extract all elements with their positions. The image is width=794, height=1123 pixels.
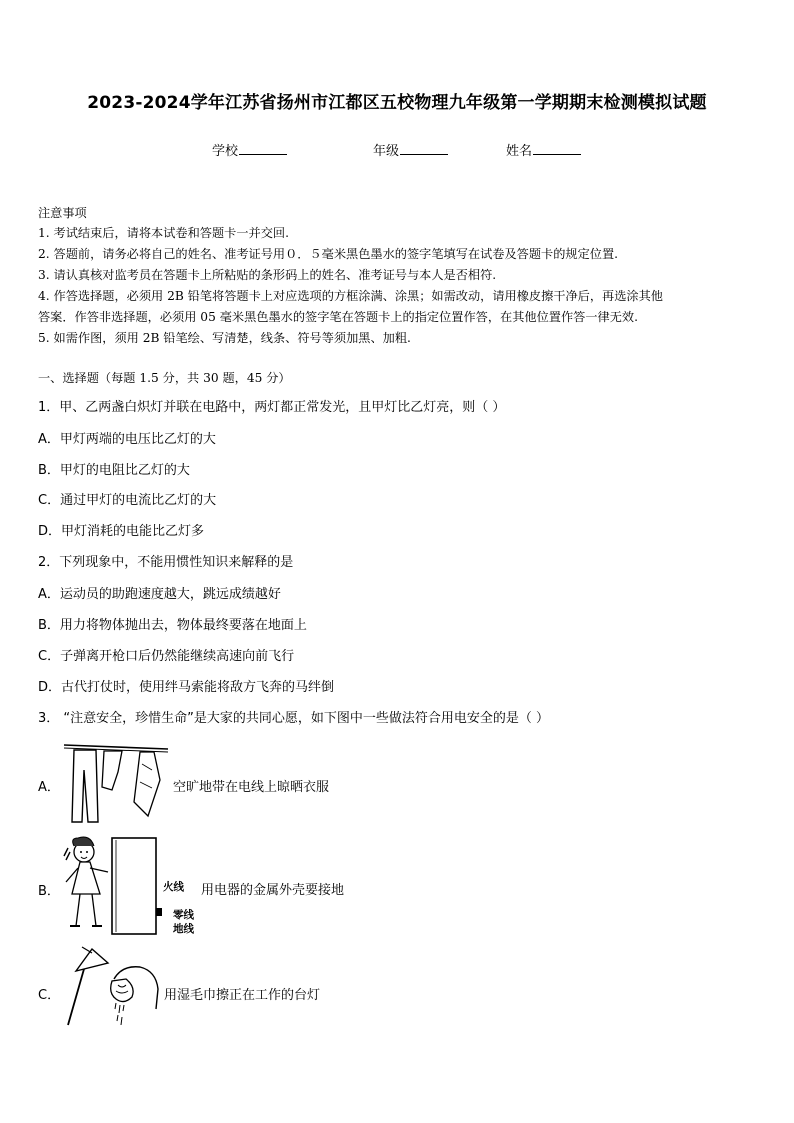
school-label: 学校 xyxy=(212,144,239,159)
note-item: 4. 作答选择题，必须用 2B 铅笔将答题卡上对应选项的方框涂满、涂黑；如需改动，请用橡皮擦干净后，再选涂其他 xyxy=(38,289,663,303)
name-field[interactable] xyxy=(506,140,581,159)
question-2-option-b[interactable]: B．用力将物体抛出去，物体最终要落在地面上 xyxy=(38,618,307,633)
grade-field[interactable] xyxy=(373,140,448,159)
note-item: 3. 请认真核对监考员在答题卡上所粘贴的条形码上的姓名、准考证号与本人是否相符. xyxy=(38,268,497,282)
clothes-on-wire-icon xyxy=(62,742,172,824)
question-3-option-c-caption: 用湿毛巾擦正在工作的台灯 xyxy=(164,988,321,1003)
question-1-option-c[interactable]: C．通过甲灯的电流比乙灯的大 xyxy=(38,493,217,508)
question-2-option-d[interactable]: D．古代打仗时，使用绊马索能将敌方飞奔的马绊倒 xyxy=(38,680,335,695)
note-item: 2. 答题前，请务必将自己的姓名、准考证号用０．５毫米黑色墨水的签字笔填写在试卷及答题卡的规定位置. xyxy=(38,247,619,261)
page-title: 2023-2024学年江苏省扬州市江都区五校物理九年级第一学期期末检测模拟试题 xyxy=(87,93,707,113)
section-heading: 一、选择题（每题 1.5 分，共 30 题，45 分） xyxy=(38,371,291,385)
grounded-appliance-icon xyxy=(60,834,165,938)
question-2-stem: 2．下列现象中，不能用惯性知识来解释的是 xyxy=(38,555,294,570)
question-1-option-d[interactable]: D．甲灯消耗的电能比乙灯多 xyxy=(38,524,205,539)
question-1-option-b[interactable]: B．甲灯的电阻比乙灯的大 xyxy=(38,463,190,478)
question-3-option-b-caption: 用电器的金属外壳要接地 xyxy=(201,883,345,898)
name-blank[interactable] xyxy=(533,141,581,155)
question-3-option-b-label[interactable]: B． xyxy=(38,884,60,899)
ground-wire-label: 地线 xyxy=(173,923,194,935)
note-item: 5. 如需作图，须用 2B 铅笔绘、写清楚，线条、符号等须加黑、加粗. xyxy=(38,331,411,345)
question-3-stem: 3． “注意安全，珍惜生命”是大家的共同心愿，如下图中一些做法符合用电安全的是（ ） xyxy=(38,711,550,726)
question-1-stem: 1．甲、乙两盏白炽灯并联在电路中，两灯都正常发光，且甲灯比乙灯亮，则（ ） xyxy=(38,400,506,415)
name-label: 姓名 xyxy=(506,144,533,159)
question-2-option-c[interactable]: C．子弹离开枪口后仍然能继续高速向前飞行 xyxy=(38,649,295,664)
note-item: 答案．作答非选择题，必须用 05 毫米黑色墨水的签字笔在答题卡上的指定位置作答，在其他位置作答一律无效. xyxy=(38,310,638,324)
note-item: 1. 考试结束后，请将本试卷和答题卡一并交回. xyxy=(38,226,289,240)
question-3-option-c-label[interactable]: C． xyxy=(38,988,61,1003)
wet-towel-lamp-icon xyxy=(62,945,162,1029)
question-3-option-a-caption: 空旷地带在电线上晾晒衣服 xyxy=(173,780,330,795)
school-field[interactable] xyxy=(212,140,287,159)
neutral-wire-label: 零线 xyxy=(173,909,194,921)
question-2-option-a[interactable]: A．运动员的助跑速度越大，跳远成绩越好 xyxy=(38,587,281,602)
school-blank[interactable] xyxy=(239,141,287,155)
live-wire-label: 火线 xyxy=(163,881,184,893)
notes-heading: 注意事项 xyxy=(38,206,87,220)
grade-blank[interactable] xyxy=(400,141,448,155)
grade-label: 年级 xyxy=(373,144,400,159)
question-3-option-a-label[interactable]: A． xyxy=(38,780,60,795)
question-1-option-a[interactable]: A．甲灯两端的电压比乙灯的大 xyxy=(38,432,216,447)
